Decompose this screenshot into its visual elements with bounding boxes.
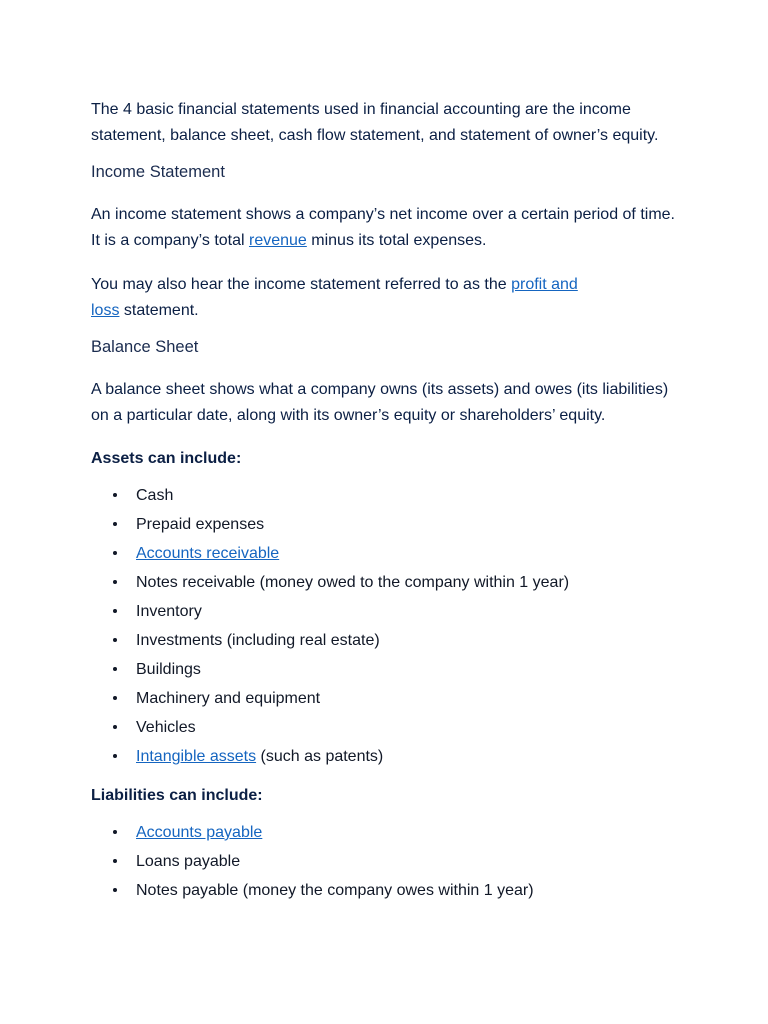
liabilities-heading: Liabilities can include:: [91, 787, 263, 804]
profit-loss-text-end: statement.: [119, 302, 199, 319]
list-item: [91, 539, 691, 568]
bullet-icon: [113, 609, 117, 613]
profit-loss-paragraph: [91, 272, 691, 324]
accounts-payable-link[interactable]: Accounts payable: [136, 824, 263, 841]
balance-sheet-heading: Balance Sheet: [91, 338, 199, 356]
bullet-icon: [113, 888, 117, 892]
list-item: [91, 626, 691, 655]
list-item: [91, 684, 691, 713]
income-sentence-2-start: It is a company’s total: [91, 232, 249, 249]
intangible-assets-link[interactable]: Intangible assets: [136, 748, 257, 765]
bullet-icon: [113, 493, 117, 497]
bullet-icon: [113, 580, 117, 584]
bullet-icon: [113, 859, 117, 863]
asset-notes-receivable: Notes receivable (money owed to the company within 1 year): [136, 574, 570, 591]
asset-buildings: Buildings: [136, 661, 201, 678]
intro-paragraph: The 4 basic financial statements used in financial accounting are the income statement, balance sheet, cash flow statement, and statement of owner’s equity.: [91, 101, 659, 144]
asset-vehicles: Vehicles: [136, 719, 196, 736]
list-item: [91, 847, 691, 876]
bullet-icon: [113, 830, 117, 834]
income-statement-paragraph: [91, 202, 691, 254]
asset-prepaid: Prepaid expenses: [136, 516, 265, 533]
asset-cash: Cash: [136, 487, 174, 504]
article-content: [91, 97, 691, 905]
asset-intangible-note: (such as patents): [256, 748, 384, 765]
bullet-icon: [113, 551, 117, 555]
list-item: [91, 742, 691, 771]
asset-investments: Investments (including real estate): [136, 632, 380, 649]
liabilities-list: [91, 818, 691, 905]
bullet-icon: [113, 696, 117, 700]
asset-machinery: Machinery and equipment: [136, 690, 321, 707]
bullet-icon: [113, 754, 117, 758]
bullet-icon: [113, 725, 117, 729]
list-item: [91, 568, 691, 597]
list-item: [91, 597, 691, 626]
assets-heading: Assets can include:: [91, 450, 242, 467]
bullet-icon: [113, 638, 117, 642]
assets-list: [91, 481, 691, 771]
income-statement-heading: Income Statement: [91, 163, 225, 181]
profit-loss-text-start: You may also hear the income statement referred to as the: [91, 276, 512, 293]
income-sentence-1: An income statement shows a company’s net income over a certain period of time.: [91, 206, 675, 223]
liability-notes-payable: Notes payable (money the company owes within 1 year): [136, 882, 534, 899]
list-item: [91, 818, 691, 847]
list-item: [91, 713, 691, 742]
revenue-link[interactable]: revenue: [249, 232, 307, 249]
bullet-icon: [113, 522, 117, 526]
list-item: [91, 876, 691, 905]
profit-and-loss-link[interactable]: profit and: [511, 276, 578, 293]
asset-inventory: Inventory: [136, 603, 202, 620]
balance-sheet-paragraph: [91, 377, 691, 429]
balance-line-1: A balance sheet shows what a company owns (its assets) and owes (its liabilities): [91, 381, 669, 398]
list-item: [91, 655, 691, 684]
income-sentence-2-end: minus its total expenses.: [306, 232, 487, 249]
bullet-icon: [113, 667, 117, 671]
liability-loans: Loans payable: [136, 853, 241, 870]
list-item: [91, 481, 691, 510]
list-item: [91, 510, 691, 539]
balance-line-2: on a particular date, along with its owner’s equity or shareholders’ equity.: [91, 407, 606, 424]
profit-and-loss-link-cont[interactable]: loss: [91, 302, 120, 319]
accounts-receivable-link[interactable]: Accounts receivable: [136, 545, 280, 562]
